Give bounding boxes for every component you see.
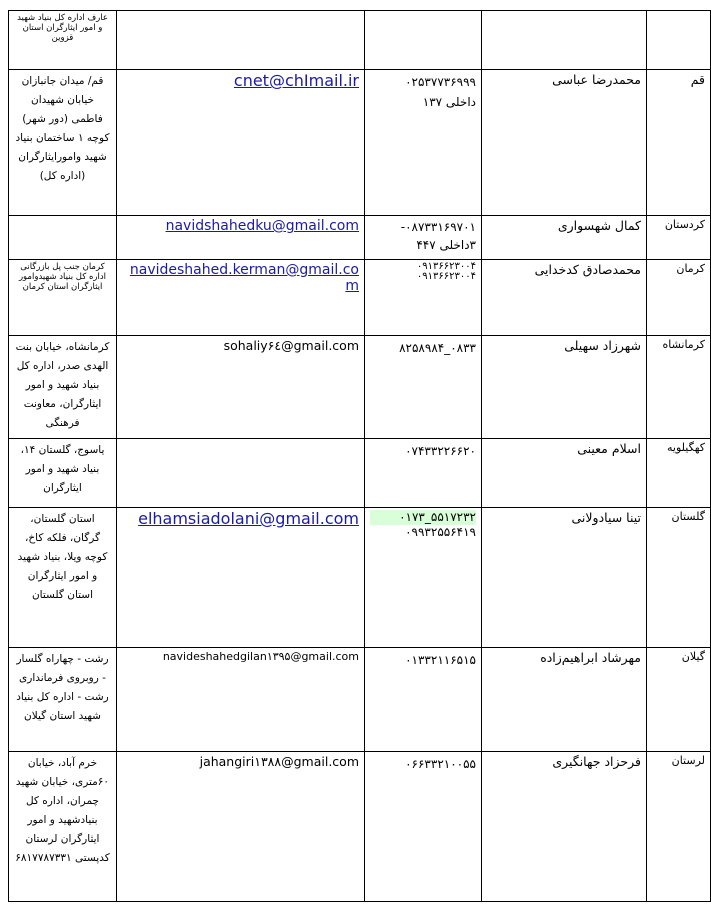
phone-extension: ۳داخلی ۴۴۷ bbox=[416, 238, 476, 252]
phone-number: ۰۹۱۳۶۶۲۳۰۰۴ bbox=[416, 271, 476, 282]
name-cell: تینا سیادولانی bbox=[482, 508, 647, 648]
province-cell: لرستان bbox=[647, 752, 711, 902]
table-row bbox=[9, 11, 711, 70]
phone-cell bbox=[365, 216, 482, 260]
province-cell: گیلان bbox=[647, 648, 711, 752]
address-cell: قم/ میدان جانبازان خیابان شهیدان فاطمی (دور شهر) کوچه ۱ ساختمان بنیاد شهید وامورایثارگران (اداره کل) bbox=[9, 70, 117, 216]
phone-number: ۰۶۶۳۳۲۱۰۰۵۵ bbox=[405, 757, 476, 771]
phone-cell bbox=[365, 260, 482, 336]
address-cell: کرمانشاه، خیابان بنت الهدی صدر، اداره کل بنیاد شهید و امور ایثارگران، معاونت فرهنگی bbox=[9, 336, 117, 439]
email-link[interactable]: navideshahed.kerman@gmail.com bbox=[129, 262, 359, 294]
address-cell: استان گلستان، گرگان، فلکه کاخ، کوچه ویلا، بنیاد شهید و امور ایثارگران استان گلستان bbox=[9, 508, 117, 648]
province-cell: کرمانشاه bbox=[647, 336, 711, 439]
province-cell bbox=[647, 11, 711, 70]
table-row bbox=[9, 260, 711, 336]
phone-number: ۰۱۷۳_۵۵۱۷۲۳۲ bbox=[370, 510, 476, 525]
email-cell bbox=[117, 260, 365, 336]
name-cell bbox=[482, 11, 647, 70]
province-cell: کردستان bbox=[647, 216, 711, 260]
name-cell: شهرزاد سهیلی bbox=[482, 336, 647, 439]
email-link[interactable]: elhamsiadolani@gmail.com bbox=[138, 509, 359, 528]
province-cell: قم bbox=[647, 70, 711, 216]
address-cell: خرم آباد، خیابان ۶۰متری، خیابان شهید چمران، اداره کل بنیادشهید و امور ایثارگران لرستان کدپستی ۶۸۱۷۷۸۷۳۳۱ bbox=[9, 752, 117, 902]
province-cell: کهگیلویه bbox=[647, 439, 711, 508]
phone-extension: داخلی ۱۳۷ bbox=[422, 95, 476, 109]
phone-number: -۰۸۷۳۳۱۶۹۷۰۱ bbox=[400, 220, 476, 234]
phone-cell bbox=[365, 648, 482, 752]
name-cell: مهرشاد ابراهیم‌زاده bbox=[482, 648, 647, 752]
phone-cell bbox=[365, 508, 482, 648]
email-cell bbox=[117, 752, 365, 902]
phone-cell bbox=[365, 70, 482, 216]
table-row bbox=[9, 508, 711, 648]
phone-cell bbox=[365, 752, 482, 902]
email-cell bbox=[117, 70, 365, 216]
table-row bbox=[9, 752, 711, 902]
email-cell bbox=[117, 336, 365, 439]
phone-number: ۰۹۹۳۲۵۵۶۴۱۹ bbox=[405, 525, 476, 539]
email-cell bbox=[117, 216, 365, 260]
address-cell: رشت - چهاراه گلسار - روبروی فرمانداری رشت - اداره کل بنیاد شهید استان گیلان bbox=[9, 648, 117, 752]
province-cell: کرمان bbox=[647, 260, 711, 336]
email-cell bbox=[117, 11, 365, 70]
phone-cell bbox=[365, 439, 482, 508]
email-cell bbox=[117, 648, 365, 752]
address-cell: عارف اداره کل بنیاد شهید و امور ایثارگران استان قزوین bbox=[9, 11, 117, 70]
address-cell: یاسوج، گلستان ۱۴، بنیاد شهید و امور ایثارگران bbox=[9, 439, 117, 508]
email-link[interactable]: navidshahedku@gmail.com bbox=[165, 218, 359, 234]
phone-number: ۰۷۴۳۳۲۲۶۶۲۰ bbox=[405, 444, 476, 458]
phone-cell bbox=[365, 11, 482, 70]
email-text: navideshahedgilan۱۳۹۵@gmail.com bbox=[162, 650, 359, 663]
table-row bbox=[9, 439, 711, 508]
table-row bbox=[9, 336, 711, 439]
phone-number: ۰۲۵۳۷۷۳۶۹۹۹ bbox=[405, 75, 476, 89]
phone-number: ۰۹۱۳۶۶۲۳۰۰۴ bbox=[416, 261, 476, 272]
name-cell: اسلام معینی bbox=[482, 439, 647, 508]
address-cell bbox=[9, 216, 117, 260]
name-cell: کمال شهسواری bbox=[482, 216, 647, 260]
email-text: jahangiri۱۳۸۸@gmail.com bbox=[199, 754, 359, 769]
email-link[interactable]: cnet@chImail.ir bbox=[233, 71, 359, 90]
email-cell bbox=[117, 508, 365, 648]
email-text: sohaliy۶٤@gmail.com bbox=[223, 338, 359, 353]
phone-number: ۰۱۳۳۲۱۱۶۵۱۵ bbox=[405, 653, 476, 667]
address-cell: کرمان جنب پل بازرگانی اداره کل بنیاد شهیدوامور ایثارگران استان کرمان bbox=[9, 260, 117, 336]
phone-cell bbox=[365, 336, 482, 439]
name-cell: محمدصادق کدخدایی bbox=[482, 260, 647, 336]
phone-number: ۸۲۵۸۹۸۴_۰۸۳۳ bbox=[399, 341, 476, 355]
province-cell: گلستان bbox=[647, 508, 711, 648]
table-row bbox=[9, 648, 711, 752]
contacts-table bbox=[8, 10, 711, 902]
table-row bbox=[9, 70, 711, 216]
name-cell: محمدرضا عباسی bbox=[482, 70, 647, 216]
table-row bbox=[9, 216, 711, 260]
email-cell bbox=[117, 439, 365, 508]
name-cell: فرحزاد جهانگیری bbox=[482, 752, 647, 902]
